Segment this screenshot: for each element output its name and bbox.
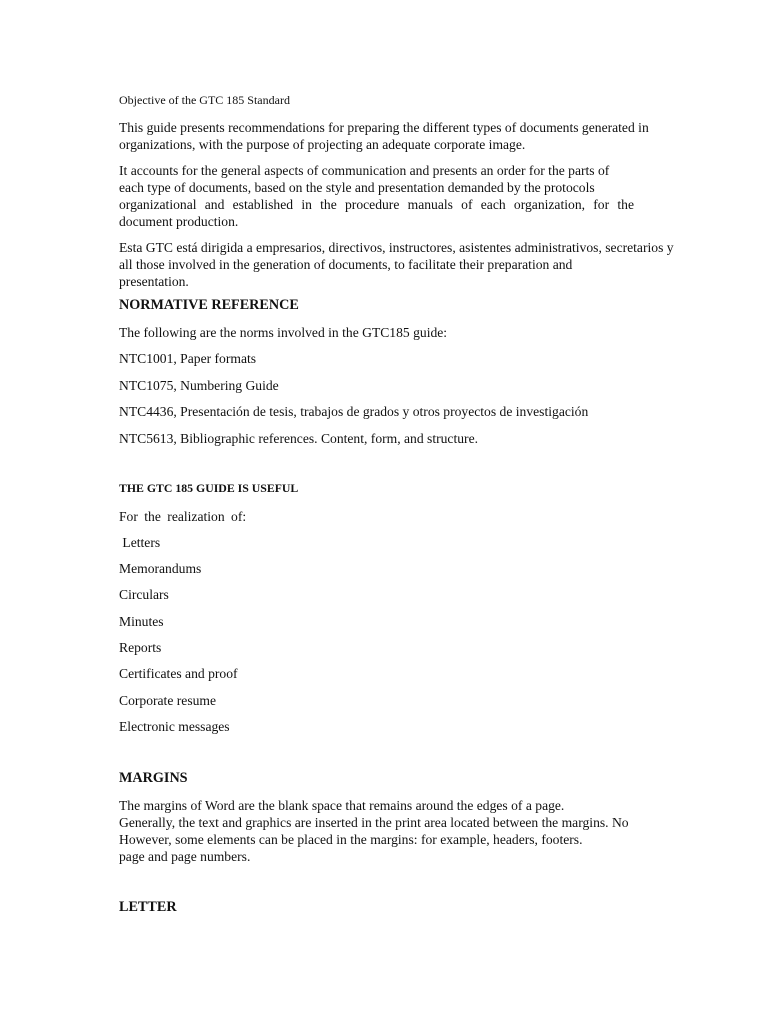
paragraph-line: document production. xyxy=(119,214,239,229)
paragraph-line: all those involved in the generation of documents, to facilitate their preparation and xyxy=(119,257,573,272)
normative-item: NTC5613, Bibliographic references. Content, form, and structure. xyxy=(119,431,478,446)
paragraph-line: The margins of Word are the blank space that remains around the edges of a page. xyxy=(119,798,565,813)
paragraph-line: This guide presents recommendations for preparing the different types of documents generated in xyxy=(119,120,649,135)
paragraph-line: Esta GTC está dirigida a empresarios, directivos, instructores, asistentes administrativos, secretarios y xyxy=(119,240,674,255)
useful-heading: THE GTC 185 GUIDE IS USEFUL xyxy=(119,481,299,495)
paragraph-line: However, some elements can be placed in the margins: for example, headers, footers. xyxy=(119,832,583,847)
paragraph-line: each type of documents, based on the style and presentation demanded by the protocols xyxy=(119,180,595,195)
paragraph-line: organizations, with the purpose of projecting an adequate corporate image. xyxy=(119,137,526,152)
normative-reference-heading: NORMATIVE REFERENCE xyxy=(119,297,299,313)
paragraph-line: page and page numbers. xyxy=(119,849,251,864)
intro-paragraph-2 xyxy=(119,162,634,230)
useful-item: Corporate resume xyxy=(119,693,217,708)
letter-heading: LETTER xyxy=(119,899,177,915)
margins-paragraph xyxy=(119,797,629,865)
useful-item: Reports xyxy=(119,640,162,655)
paragraph-line: Generally, the text and graphics are inserted in the print area located between the margins. No xyxy=(119,815,629,830)
useful-item: Memorandums xyxy=(119,561,202,576)
useful-item: Electronic messages xyxy=(119,719,230,734)
paragraph-line: organizational and established in the procedure manuals of each organization, for the xyxy=(119,197,634,212)
useful-item: Minutes xyxy=(119,614,164,629)
useful-item: Circulars xyxy=(119,587,169,602)
margins-heading: MARGINS xyxy=(119,770,188,786)
paragraph-line: It accounts for the general aspects of communication and presents an order for the parts of xyxy=(119,163,610,178)
useful-intro: For the realization of: xyxy=(119,509,247,524)
intro-paragraph-1 xyxy=(119,119,679,153)
normative-item: NTC1001, Paper formats xyxy=(119,351,257,366)
document-title: Objective of the GTC 185 Standard xyxy=(119,93,290,107)
intro-paragraph-3 xyxy=(119,239,694,290)
useful-item: Certificates and proof xyxy=(119,666,238,681)
normative-item: NTC4436, Presentación de tesis, trabajos de grados y otros proyectos de investigación xyxy=(119,404,589,419)
useful-item: Letters xyxy=(119,535,161,550)
normative-item: NTC1075, Numbering Guide xyxy=(119,378,279,393)
paragraph-line: presentation. xyxy=(119,274,189,289)
normative-intro: The following are the norms involved in the GTC185 guide: xyxy=(119,325,448,340)
